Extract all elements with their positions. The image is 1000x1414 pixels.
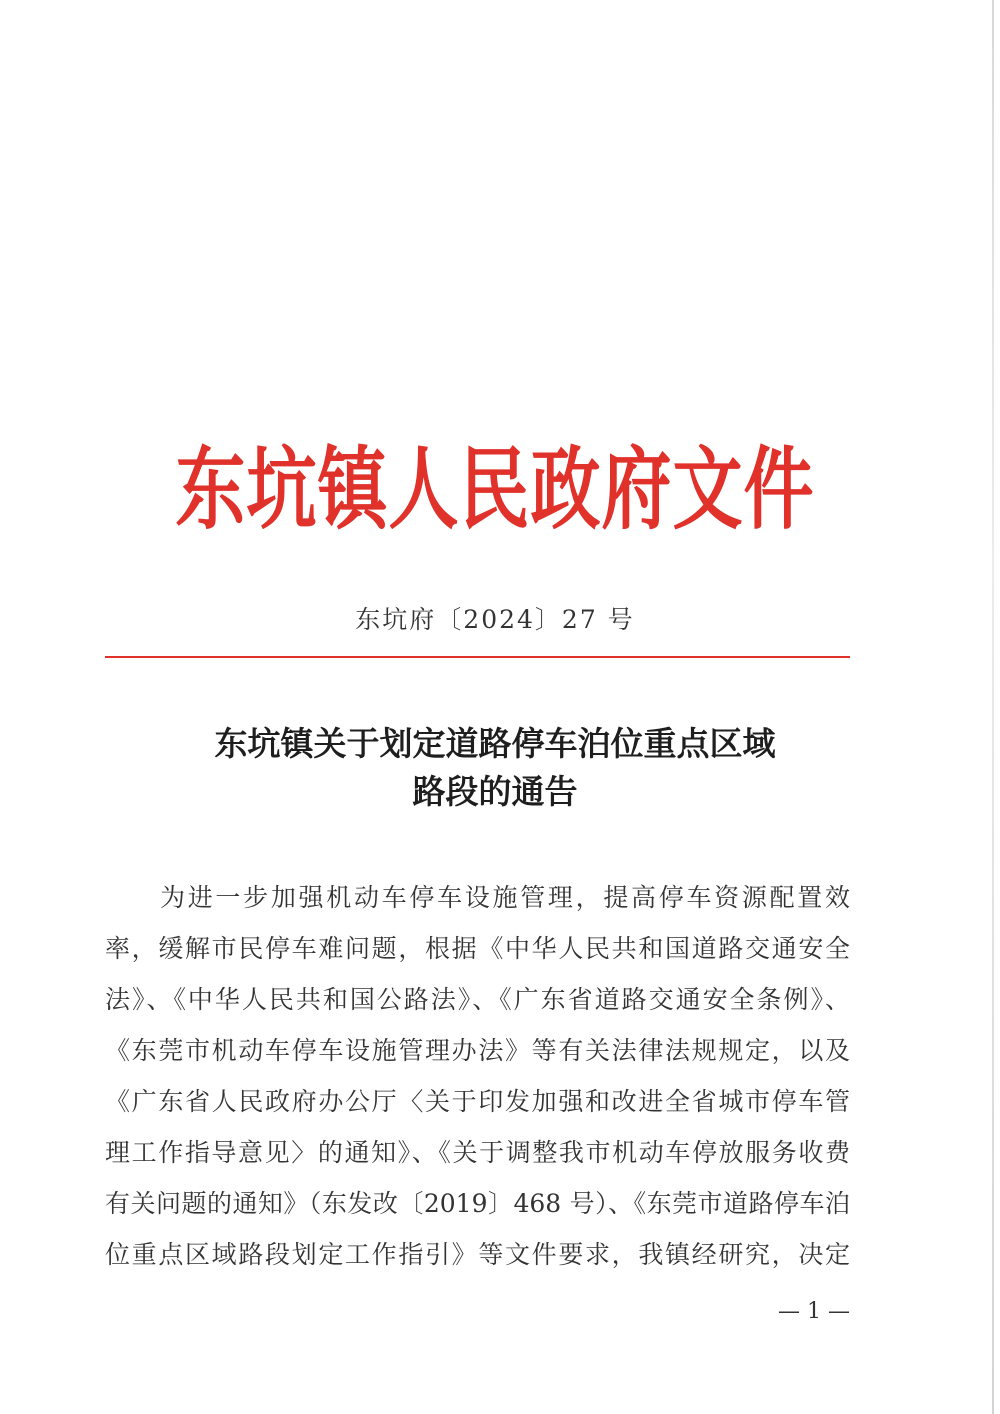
body-line: 有关问题的通知》（东发改〔2019〕468 号）、《东莞市道路停车泊 bbox=[105, 1189, 850, 1218]
scan-edge bbox=[992, 0, 994, 1414]
body-line: 为进一步加强机动车停车设施管理，提高停车资源配置效 bbox=[160, 883, 850, 912]
body-line: 《广东省人民政府办公厅〈关于印发加强和改进全省城市停车管 bbox=[105, 1087, 850, 1116]
body-line: 法》、《中华人民共和国公路法》、《广东省道路交通安全条例》、 bbox=[105, 985, 850, 1014]
page-number: — 1 — bbox=[778, 1299, 850, 1324]
body-paragraph bbox=[105, 872, 850, 1280]
body-line: 《东莞市机动车停车设施管理办法》等有关法律法规规定，以及 bbox=[105, 1036, 850, 1065]
body-line: 位重点区域路段划定工作指引》等文件要求，我镇经研究，决定 bbox=[105, 1240, 850, 1269]
document-number: 东坑府〔2024〕27 号 bbox=[355, 605, 635, 634]
notice-title bbox=[100, 720, 890, 816]
notice-title-line-2: 路段的通告 bbox=[412, 772, 578, 811]
masthead-title: 东坑镇人民政府文件 bbox=[175, 437, 815, 543]
body-line: 理工作指导意见〉的通知》、《关于调整我市机动车停放服务收费 bbox=[105, 1138, 850, 1167]
body-line: 率，缓解市民停车难问题，根据《中华人民共和国道路交通安全 bbox=[105, 934, 850, 963]
red-divider bbox=[105, 656, 850, 658]
notice-title-line-1: 东坑镇关于划定道路停车泊位重点区域 bbox=[214, 724, 776, 763]
